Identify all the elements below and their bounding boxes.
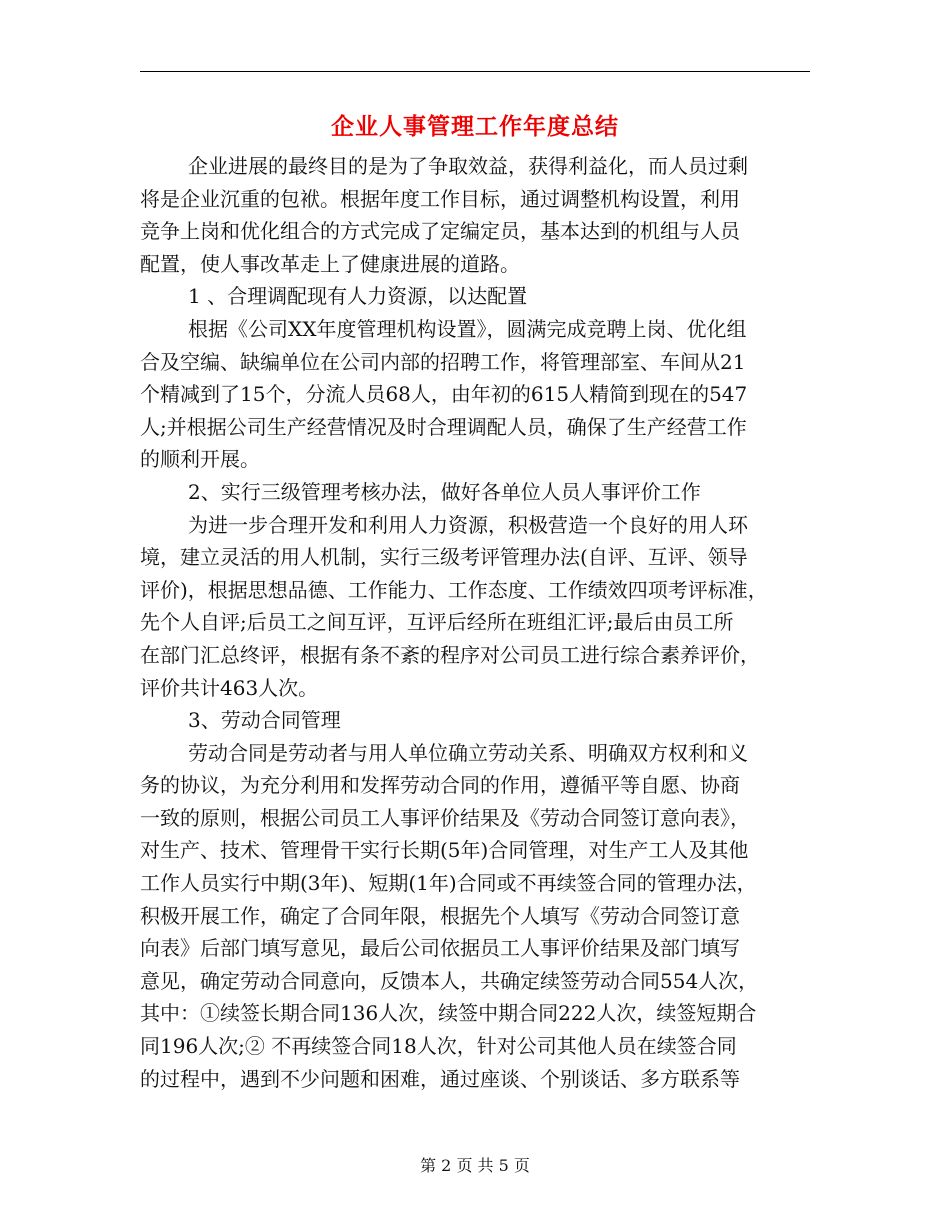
body-line: 同196人次;② 不再续签合同18人次，针对公司其他人员在续签合同 <box>140 1034 737 1059</box>
body-line: 意见，确定劳动合同意向，反馈本人，共确定续签劳动合同554人次， <box>140 968 759 993</box>
body-line: 积极开展工作，确定了合同年限，根据先个人填写《劳动合同签订意 <box>140 903 740 928</box>
section-heading: 3、劳动合同管理 <box>188 708 341 733</box>
document-body <box>140 150 812 1095</box>
body-line: 评价共计463人次。 <box>140 675 319 700</box>
body-line: 对生产、技术、管理骨干实行长期(5年)合同管理，对生产工人及其他 <box>140 838 749 863</box>
body-line: 在部门汇总终评，根据有条不紊的程序对公司员工进行综合素养评价， <box>140 642 760 667</box>
section-heading: 1 、合理调配现有人力资源，以达配置 <box>188 284 528 309</box>
body-line: 合及空编、缺编单位在公司内部的招聘工作，将管理部室、车间从21 <box>140 349 746 374</box>
body-line: 人;并根据公司生产经营情况及时合理调配人员，确保了生产经营工作 <box>140 414 747 439</box>
document-title: 企业人事管理工作年度总结 <box>331 113 619 140</box>
body-line: 境，建立灵活的用人机制，实行三级考评管理办法(自评、互评、领导 <box>140 545 748 570</box>
body-line: 先个人自评;后员工之间互评，互评后经所在班组汇评;最后由员工所 <box>140 610 734 635</box>
body-line: 企业进展的最终目的是为了争取效益，获得利益化，而人员过剩 <box>188 154 748 178</box>
header-rule <box>140 71 810 72</box>
body-line: 向表》后部门填写意见，最后公司依据员工人事评价结果及部门填写 <box>140 936 740 961</box>
body-line: 根据《公司XX年度管理机构设置》，圆满完成竞聘上岗、优化组 <box>188 316 747 341</box>
body-line: 将是企业沉重的包袱。根据年度工作目标，通过调整机构设置，利用 <box>140 186 740 211</box>
body-line: 务的协议，为充分利用和发挥劳动合同的作用，遵循平等自愿、协商 <box>140 773 740 798</box>
body-line: 为进一步合理开发和利用人力资源，积极营造一个良好的用人环 <box>188 512 748 537</box>
body-line: 的过程中，遇到不少问题和困难，通过座谈、个别谈话、多方联系等 <box>140 1066 740 1091</box>
body-line: 一致的原则，根据公司员工人事评价结果及《劳动合同签订意向表》， <box>140 805 750 830</box>
body-line: 个精减到了15个，分流人员68人，由年初的615人精简到现在的547 <box>140 382 748 407</box>
body-line: 工作人员实行中期(3年)、短期(1年)合同或不再续签合同的管理办法， <box>140 871 757 896</box>
body-line: 的顺利开展。 <box>140 447 260 472</box>
body-line: 竞争上岗和优化组合的方式完成了定编定员，基本达到的机组与人员 <box>140 219 740 244</box>
body-line: 劳动合同是劳动者与用人单位确立劳动关系、明确双方权利和义 <box>188 740 748 765</box>
body-line: 其中：①续签长期合同136人次，续签中期合同222人次，续签短期合 <box>140 1001 757 1026</box>
body-line: 配置，使人事改革走上了健康进展的道路。 <box>140 251 520 276</box>
page-indicator: 第 2 页 共 5 页 <box>420 1156 530 1175</box>
body-line: 评价)，根据思想品德、工作能力、工作态度、工作绩效四项考评标准， <box>140 577 768 602</box>
section-heading: 2、实行三级管理考核办法，做好各单位人员人事评价工作 <box>188 479 701 504</box>
